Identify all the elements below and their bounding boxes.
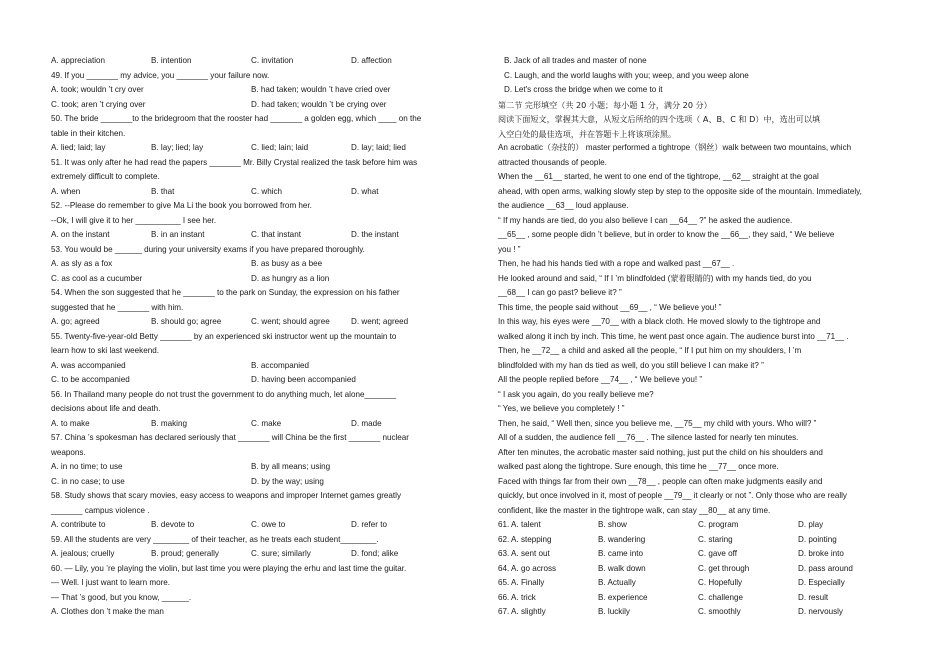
left-options-row (51, 141, 451, 156)
answer-option: C. took; aren ’t crying over (51, 99, 146, 109)
answer-option: B. wandering (598, 534, 646, 544)
right-options-row (498, 591, 900, 606)
left-options-row (51, 460, 451, 475)
right-text-line: Then, he had his hands tied with a rope and walked past __67__ . (498, 259, 735, 268)
answer-option: B. luckily (598, 607, 630, 616)
left-options-row (51, 228, 451, 243)
answer-option: D. play (798, 520, 824, 529)
answer-option: 63. A. sent out (498, 549, 550, 558)
left-text-line: table in their kitchen. (51, 128, 126, 138)
answer-option: D. pointing (798, 534, 837, 544)
right-text-line: C. Laugh, and the world laughs with you; weep, and you weep alone (504, 70, 749, 80)
right-text-line: quickly, but once involved in it, most of people __79__ it clearly or not ”. Only those who are really (498, 491, 847, 500)
right-text-line: Then, he __72__ a child and asked all the people, “ If I put him on my shoulders, I ’m (498, 346, 802, 355)
answer-option: D. affection (351, 56, 392, 65)
left-options-row (51, 475, 451, 490)
answer-option: B. proud; generally (151, 549, 219, 558)
right-text-line: When the __61__ started, he went to one end of the tightrope, __62__ straight at the goal (498, 172, 819, 181)
left-text-line: 55. Twenty-five-year-old Betty _______ by an experienced ski instructor went up the mountain to (51, 331, 397, 341)
answer-option: C. Hopefully (698, 578, 743, 587)
answer-option: D. made (351, 418, 382, 428)
answer-option: A. lied; laid; lay (51, 143, 106, 152)
left-text-line: — That ’s good, but you know, ______. (51, 592, 192, 602)
answer-option: D. fond; alike (351, 549, 399, 558)
left-text-line: _______ campus violence . (51, 505, 150, 515)
right-text-line: B. Jack of all trades and master of none (504, 56, 647, 65)
left-text-line: 52. --Please do remember to give Ma Li the book you borrowed from her. (51, 201, 312, 210)
answer-option: D. the instant (351, 230, 399, 239)
left-options-row (51, 518, 451, 533)
left-text-line: suggested that he _______ with him. (51, 302, 184, 312)
answer-option: A. appreciation (51, 56, 105, 65)
left-options-row (51, 185, 451, 200)
right-text-line: In this way, his eyes were __70__ with a black cloth. He moved slowly to the tightrope and (498, 317, 821, 326)
left-text-line: 53. You would be ______ during your university exams if you have prepared thoroughly. (51, 244, 365, 254)
left-options-row (51, 315, 451, 330)
left-text-line: learn how to ski last weekend. (51, 346, 159, 355)
right-text-line: Then, he said, “ Well then, since you believe me, __75__ my child with yours. Who will? ” (498, 418, 817, 428)
answer-option: B. accompanied (251, 360, 310, 370)
left-text-line: weapons. (51, 447, 86, 457)
answer-option: B. making (151, 418, 187, 428)
answer-option: A. to make (51, 418, 90, 428)
left-text-line: 60. — Lily, you ’re playing the violin, but last time you were playing the erhu and last time the guitar. (51, 563, 407, 573)
right-text-line: attracted thousands of people. (498, 157, 607, 167)
right-text-line: 阅读下面短文，掌握其大意，从短文后所给的四个选项（ A、B、C 和 D）中，选出可以填 (498, 114, 821, 124)
answer-option: 66. A. trick (498, 592, 536, 602)
right-text-line: __65__ , some people didn ’t believe, but in order to know the __66__, they said, “ We believe (498, 230, 835, 239)
answer-option: C. program (698, 520, 739, 529)
right-text-line: 第二节 完形填空（共 20 小题；每小题 1 分，满分 20 分） (498, 99, 712, 110)
answer-option: A. jealous; cruelly (51, 549, 115, 558)
answer-option: B. experience (598, 592, 648, 602)
right-options-row (498, 518, 900, 533)
answer-option: 67. A. slightly (498, 607, 546, 616)
right-text-line: walked along it inch by inch. This time, he went past once again. The audience burst into __71__ . (498, 331, 849, 341)
right-text-line: An acrobatic（杂技的） master performed a tightrope（钢丝）walk between two mountains, which (498, 143, 852, 152)
answer-option: D. nervously (798, 607, 843, 616)
answer-option: C. went; should agree (251, 317, 330, 326)
left-text-line: 54. When the son suggested that he _______ to the park on Sunday, the expression on his father (51, 288, 400, 297)
answer-option: B. show (598, 520, 627, 529)
answer-option: C. gave off (698, 549, 737, 558)
right-options-row (498, 605, 900, 620)
left-text-line: 51. It was only after he had read the papers _______ Mr. Billy Crystal realized the task before him was (51, 157, 418, 167)
answer-option: B. by all means; using (251, 462, 331, 471)
answer-option: D. lay; laid; lied (351, 143, 406, 152)
answer-option: B. devote to (151, 520, 195, 529)
right-text-line: He looked around and said, “ If I ’m blindfolded (蒙着眼睛的) with my hands tied, do you (498, 273, 812, 283)
answer-option: B. came into (598, 549, 643, 558)
answer-option: A. was accompanied (51, 360, 126, 370)
answer-option: B. that (151, 186, 175, 196)
answer-option: C. that instant (251, 230, 301, 239)
right-text-line: Faced with things far from their own __78__ , people can often make judgments easily and (498, 476, 823, 486)
right-text-line: walked past along the tightrope. Sure enough, this time he __77__ once more. (498, 462, 779, 471)
answer-option: C. which (251, 186, 283, 196)
right-text-line: “ If my hands are tied, do you also believe I can __64__ ?” he asked the audience. (498, 215, 793, 225)
left-text-line: 58. Study shows that scary movies, easy access to weapons and improper Internet games greatly (51, 491, 402, 500)
left-options-row (51, 359, 451, 374)
answer-option: D. what (351, 186, 379, 196)
answer-option: A. contribute to (51, 520, 106, 529)
left-text-line: --Ok, I will give it to her __________ I see her. (51, 215, 217, 225)
right-text-line: __68__ I can go past? believe it? ” (498, 288, 622, 297)
answer-option: A. when (51, 186, 81, 196)
right-options-row (498, 576, 900, 591)
left-text-line: — Well. I just want to learn more. (51, 578, 171, 587)
right-column (498, 54, 900, 620)
left-options-row (51, 373, 451, 388)
right-text-line: the audience __63__ loud applause. (498, 201, 629, 210)
left-options-row (51, 417, 451, 432)
answer-option: C. get through (698, 563, 750, 573)
right-text-line: confident, like the master in the tightrope walk, can stay __80__ at any time. (498, 505, 771, 515)
answer-option: A. go; agreed (51, 317, 100, 326)
right-options-row (498, 547, 900, 562)
left-options-row (51, 547, 451, 562)
answer-option: C. smoothly (698, 607, 741, 616)
answer-option: B. Actually (598, 578, 636, 587)
right-text-line: ahead, with open arms, walking slowly step by step to the opposite side of the mountain. Immediately, (498, 186, 862, 196)
answer-option: A. as sly as a fox (51, 259, 113, 268)
left-options-row (51, 98, 451, 113)
answer-option: A. in no time; to use (51, 462, 123, 471)
answer-option: 62. A. stepping (498, 534, 552, 544)
answer-option: D. refer to (351, 520, 387, 529)
answer-option: D. broke into (798, 549, 844, 558)
left-column (51, 54, 451, 620)
answer-option: C. owe to (251, 520, 286, 529)
answer-option: C. invitation (251, 56, 294, 65)
left-options-row (51, 54, 451, 69)
answer-option: D. having been accompanied (251, 375, 356, 384)
answer-option: D. result (798, 592, 829, 602)
answer-option: C. challenge (698, 592, 743, 602)
answer-option: D. went; agreed (351, 317, 409, 326)
right-text-line: “ Yes, we believe you completely ! ” (498, 404, 625, 413)
right-text-line: After ten minutes, the acrobatic master said nothing, just put the child on his shoulders and (498, 447, 823, 457)
answer-option: D. Especially (798, 578, 845, 587)
answer-option: B. intention (151, 56, 192, 65)
left-text-line: decisions about life and death. (51, 404, 161, 413)
left-text-line: A. Clothes don ’t make the man (51, 607, 164, 616)
right-text-line: 入空白处的最佳选项，并在答题卡上将该项涂黑。 (498, 128, 677, 139)
left-options-row (51, 257, 451, 272)
answer-option: 64. A. go across (498, 563, 557, 573)
answer-option: C. sure; similarly (251, 549, 311, 558)
right-text-line: This time, the people said without __69__ , “ We believe you! ” (498, 302, 722, 312)
right-text-line: blindfolded with my han ds tied as well, do you still believe I can make it? ” (498, 360, 764, 370)
answer-option: B. as busy as a bee (251, 259, 323, 268)
left-text-line: 50. The bride _______to the bridegroom that the rooster had _______ a golden egg, which ____ on the (51, 114, 422, 123)
left-text-line: 49. If you _______ my advice, you _______ your failure now. (51, 70, 270, 80)
answer-option: 61. A. talent (498, 520, 541, 529)
right-text-line: you ! ” (498, 244, 521, 254)
right-options-row (498, 533, 900, 548)
answer-option: D. had taken; wouldn ’t be crying over (251, 99, 387, 109)
right-text-line: “ I ask you again, do you really believe me? (498, 389, 654, 399)
answer-option: D. pass around (798, 563, 853, 573)
answer-option: C. make (251, 418, 282, 428)
right-text-line: All the people replied before __74__ , “ We believe you! ” (498, 375, 703, 384)
right-options-row (498, 562, 900, 577)
right-text-line: D. Let's cross the bridge when we come to it (504, 85, 663, 94)
answer-option: A. took; wouldn ’t cry over (51, 85, 144, 94)
answer-option: B. lay; lied; lay (151, 143, 204, 152)
answer-option: C. staring (698, 534, 733, 544)
answer-option: B. had taken; wouldn ’t have cried over (251, 85, 391, 94)
left-text-line: 56. In Thailand many people do not trust the government to do anything much, let alone_______ (51, 389, 396, 399)
answer-option: 65. A. Finally (498, 578, 545, 587)
answer-option: D. as hungry as a lion (251, 273, 330, 283)
left-text-line: extremely difficult to complete. (51, 172, 160, 181)
answer-option: B. in an instant (151, 230, 205, 239)
left-options-row (51, 83, 451, 98)
answer-option: D. by the way; using (251, 476, 324, 486)
left-text-line: 59. All the students are very ________ of their teacher, as he treats each student________. (51, 534, 379, 544)
left-options-row (51, 272, 451, 287)
answer-option: B. should go; agree (151, 317, 222, 326)
answer-option: A. on the instant (51, 230, 110, 239)
answer-option: B. walk down (598, 563, 646, 573)
answer-option: C. to be accompanied (51, 375, 130, 384)
answer-option: C. lied; lain; laid (251, 143, 309, 152)
answer-option: C. in no case; to use (51, 476, 125, 486)
right-text-line: All of a sudden, the audience fell __76__ . The silence lasted for nearly ten minutes. (498, 433, 799, 442)
left-text-line: 57. China ’s spokesman has declared seriously that _______ will China be the first _______ nuclear (51, 433, 409, 442)
answer-option: C. as cool as a cucumber (51, 273, 143, 283)
